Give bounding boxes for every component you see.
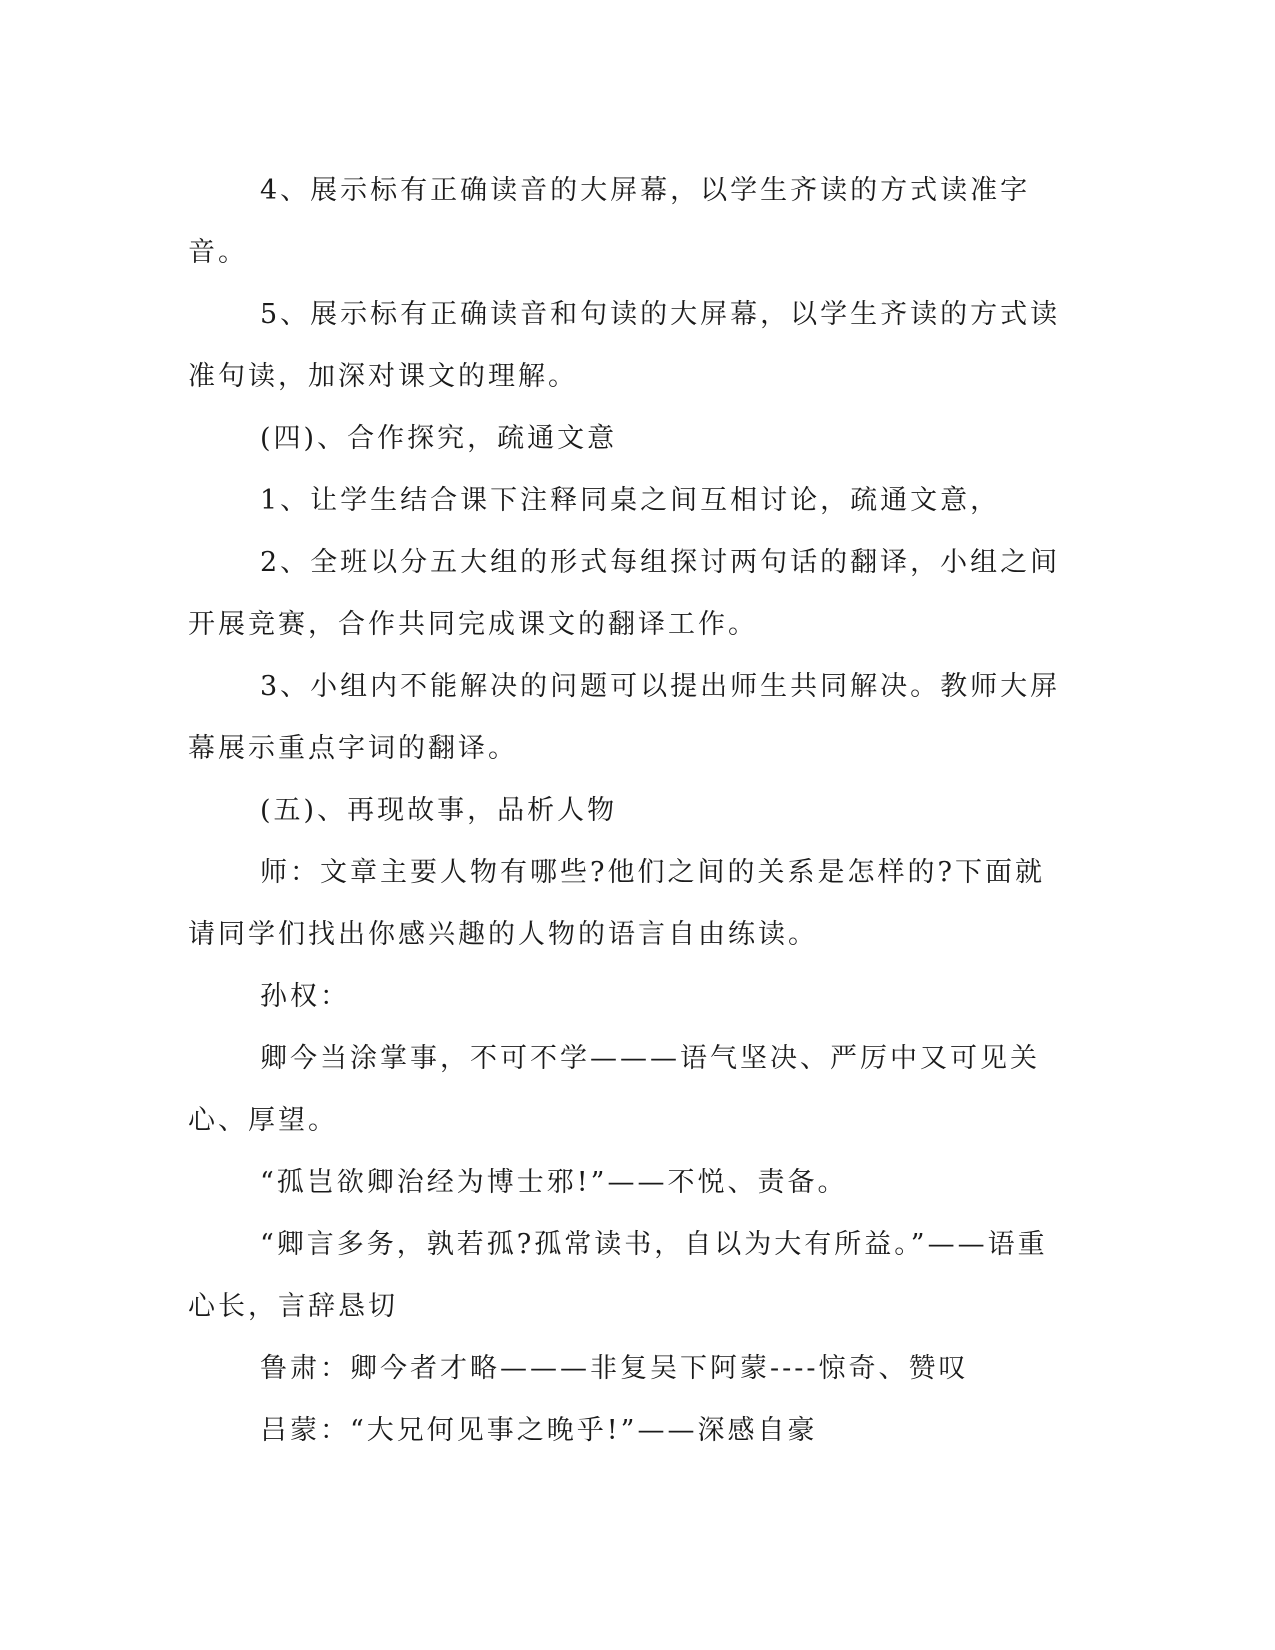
paragraph-sun-quan-label: 孙权： [260,981,350,1012]
section-heading-5: (五)、再现故事，品析人物 [260,795,618,826]
paragraph-step-5: 5、展示标有正确读音和句读的大屏幕，以学生齐读的方式读准句读，加深对课文的理解。 [188,299,1061,392]
paragraph-step-1: 1、让学生结合课下注释同桌之间互相讨论，疏通文意， [260,485,1001,516]
paragraph-step-2: 2、全班以分五大组的形式每组探讨两句话的翻译，小组之间开展竞赛，合作共同完成课文的翻译工作。 [188,547,1061,640]
paragraph-teacher: 师：文章主要人物有哪些?他们之间的关系是怎样的?下面就请同学们找出你感兴趣的人物的语言自由练读。 [188,857,1045,950]
paragraph-step-3: 3、小组内不能解决的问题可以提出师生共同解决。教师大屏幕展示重点字词的翻译。 [188,671,1061,764]
document-body [188,160,1068,1462]
paragraph-lu-su: 鲁肃：卿今者才略———非复吴下阿蒙----惊奇、赞叹 [260,1353,969,1384]
section-heading-4: (四)、合作探究，疏通文意 [260,423,618,454]
paragraph-sun-quan-quote-2: “孤岂欲卿治经为博士邪!”——不悦、责备。 [260,1167,848,1198]
paragraph-sun-quan-quote-1: 卿今当涂掌事，不可不学———语气坚决、严厉中又可见关心、厚望。 [188,1043,1040,1136]
paragraph-step-4: 4、展示标有正确读音的大屏幕，以学生齐读的方式读准字音。 [188,175,1031,268]
paragraph-sun-quan-quote-3: “卿言多务，孰若孤?孤常读书，自以为大有所益。”——语重心长，言辞恳切 [188,1229,1048,1322]
paragraph-lu-meng: 吕蒙：“大兄何见事之晚乎!”——深感自豪 [260,1415,818,1446]
